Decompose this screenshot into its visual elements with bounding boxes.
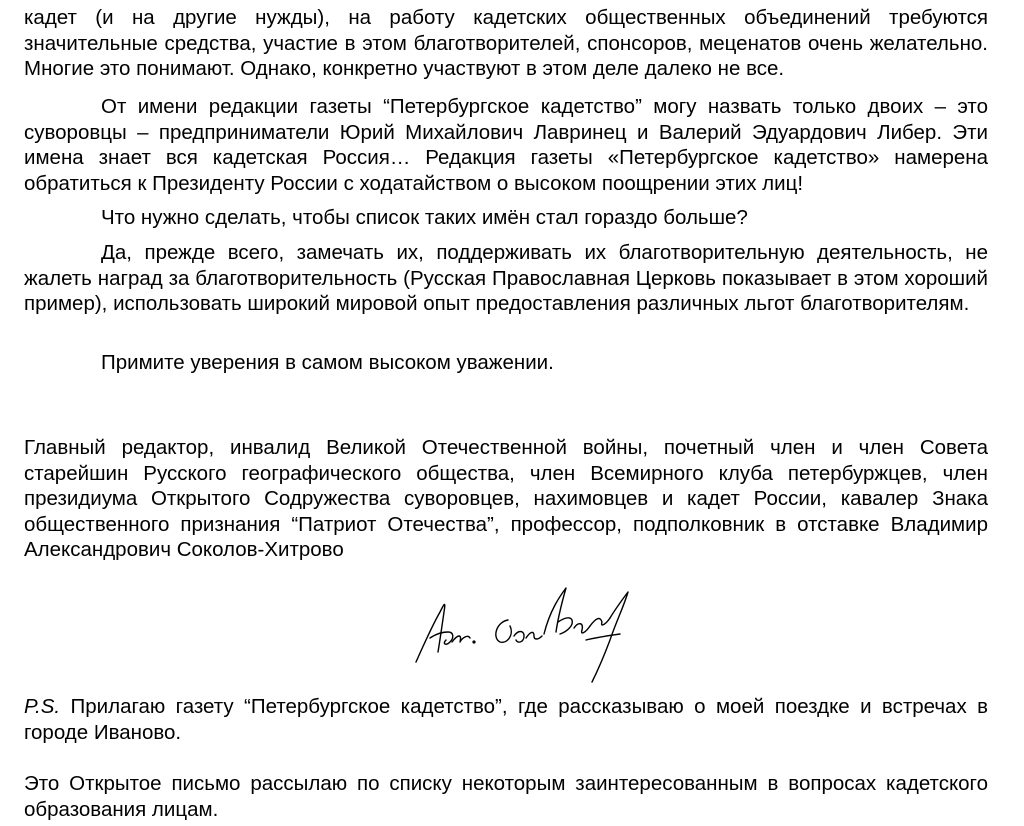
paragraph-closing: Примите уверения в самом высоком уважении. bbox=[101, 351, 554, 374]
distribution-note: Это Открытое письмо рассылаю по списку некоторым заинтересованным в вопросах кадетского образования лицам. bbox=[24, 772, 988, 821]
paragraph-editorial: От имени редакции газеты “Петербургское кадетство” могу назвать только двоих – это суворовцы – предприниматели Юрий Михайлович Лавринец и Валерий Эдуардович Либер. Эти имена знает вся кадетская Россия… Редакция газеты «Петербургское кадетство» намерена обратиться к Президенту России с ходатайством о высоком поощрении этих лиц! bbox=[24, 95, 988, 195]
postscript-label: P.S. bbox=[24, 695, 61, 718]
signatory-block: Главный редактор, инвалид Великой Отечественной войны, почетный член и член Совета старейшин Русского географического общества, член Всемирного клуба петербуржцев, член президиума Открытого Содружества суворовцев, нахимовцев и кадет России, кавалер Знака общественного признания “Патриот Отечества”, профессор, подполковник в отставке Владимир Александрович Соколов-Хитрово bbox=[24, 436, 988, 561]
paragraph-question: Что нужно сделать, чтобы список таких имён стал гораздо больше? bbox=[101, 206, 748, 229]
postscript-text: Прилагаю газету “Петербургское кадетство”, где рассказываю о моей поездке и встречах в городе Иваново. bbox=[24, 695, 988, 744]
postscript bbox=[24, 694, 988, 745]
handwritten-signature-icon bbox=[410, 582, 635, 687]
paragraph-continuation: кадет (и на другие нужды), на работу кадетских общественных объединений требуются значительные средства, участие в этом благотворителей, спонсоров, меценатов очень желательно. Многие это понимают. Однако, конкретно участвуют в этом деле далеко не все. bbox=[24, 6, 988, 80]
paragraph-answer: Да, прежде всего, замечать их, поддерживать их благотворительную деятельность, не жалеть наград за благотворительность (Русская Православная Церковь показывает в этом хороший пример), использовать широкий мировой опыт предоставления различных льгот благотворителям. bbox=[24, 241, 988, 315]
